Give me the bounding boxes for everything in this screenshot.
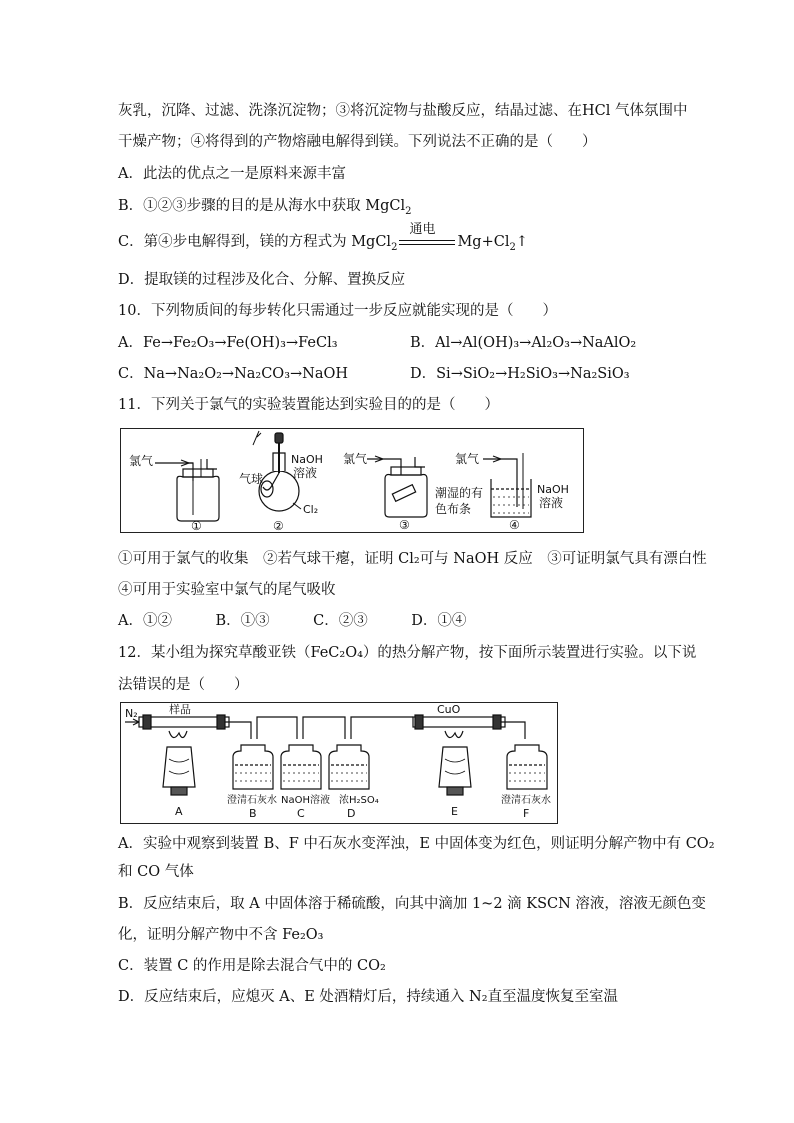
fig4-naoh-label: NaOH <box>537 483 569 496</box>
q9-option-c-sub2: 2 <box>509 241 516 253</box>
fig2-cl2-label: Cl₂ <box>303 503 319 516</box>
label-f-reagent: 澄清石灰水 <box>501 795 551 806</box>
q11-apparatus-figure <box>120 428 584 533</box>
q9-option-b <box>118 196 412 222</box>
sample-label: 样品 <box>169 703 191 716</box>
q12-option-c: C．装置 C 的作用是除去混合气中的 CO₂ <box>118 958 386 974</box>
tube-b-c <box>257 717 297 739</box>
q9-option-c-sub: 2 <box>391 241 398 253</box>
q11-description-1: ①可用于氯气的收集 ②若气球干瘪，证明 Cl₂可与 NaOH 反应 ③可证明氯气具有漂白性 <box>118 551 707 567</box>
fig1-stopper <box>183 469 213 477</box>
fig2-dropper-bulb <box>275 433 283 443</box>
q12-option-a-line2: 和 CO 气体 <box>118 864 194 880</box>
q9-stem-line2: 干燥产物；④将得到的产物熔融电解得到镁。下列说法不正确的是（ ） <box>118 134 597 150</box>
q9-option-b-sub: 2 <box>405 205 412 217</box>
label-b-reagent: 澄清石灰水 <box>227 795 277 806</box>
bottle-d <box>329 745 369 789</box>
q10-option-a: A．Fe→Fe₂O₃→Fe(OH)₃→FeCl₃ <box>118 335 338 351</box>
fig3-wet-label-2: 色布条 <box>435 502 472 516</box>
fig1-bottle <box>177 476 219 521</box>
apparatus-2 <box>239 431 323 532</box>
fig3-bottle <box>385 475 427 518</box>
fig2-balloon-label: 气球 <box>239 472 264 486</box>
fig2-solution-label: 溶液 <box>293 466 318 480</box>
q10-stem: 10．下列物质间的每步转化只需通过一步反应就能实现的是（ ） <box>118 303 557 319</box>
q10-option-b: B．Al→Al(OH)₃→Al₂O₃→NaAlO₂ <box>410 335 637 351</box>
flame-e <box>445 731 463 738</box>
q9-option-a: A．此法的优点之一是原料来源丰富 <box>118 166 346 182</box>
tube-e-stopper-left <box>415 715 423 729</box>
q12-option-a-line1: A．实验中观察到装置 B、F 中石灰水变浑浊，E 中固体变为红色，则证明分解产物中有 CO₂ <box>118 836 715 852</box>
q9-option-c-text: C．第④步电解得到，镁的方程式为 MgCl <box>118 234 392 250</box>
tube-d-e <box>351 717 413 739</box>
q12-apparatus-figure <box>120 702 558 824</box>
fig3-gas-label: 氯气 <box>343 452 368 466</box>
bottle-f <box>507 745 547 789</box>
fig1-number: ① <box>191 519 202 532</box>
fig4-beaker <box>491 479 531 517</box>
q12-stem-line1: 12．某小组为探究草酸亚铁（FeC₂O₄）的热分解产物，按下面所示装置进行实验。以下说 <box>118 645 697 661</box>
q11-apparatus-svg <box>121 429 583 532</box>
tube-a-stopper-right <box>217 715 225 729</box>
cuo-label: CuO <box>437 703 461 716</box>
gas-up-arrow: ↑ <box>515 234 528 250</box>
q12-option-b-line1: B．反应结束后，取 A 中固体溶于稀硫酸，向其中滴加 1~2 滴 KSCN 溶液，溶液无颜色变 <box>118 896 706 912</box>
label-d-reagent: 浓H₂SO₄ <box>339 795 379 806</box>
q9-option-c <box>118 222 528 258</box>
label-b: B <box>249 807 257 820</box>
fig1-gas-label: 氯气 <box>129 454 154 468</box>
q11-description-2: ④可用于实验室中氯气的尾气吸收 <box>118 582 336 598</box>
fig4-solution-label: 溶液 <box>539 496 564 510</box>
fig2-number: ② <box>273 519 284 532</box>
q12-option-d: D．反应结束后，应熄灭 A、E 处酒精灯后，持续通入 N₂直至温度恢复至室温 <box>118 989 619 1005</box>
bottle-c <box>281 745 321 789</box>
label-c: C <box>297 807 305 820</box>
q11-stem: 11．下列关于氯气的实验装置能达到实验目的的是（ ） <box>118 397 499 413</box>
bottle-b <box>233 745 273 789</box>
electrolysis-condition <box>399 222 455 252</box>
fig2-naoh-label: NaOH <box>291 453 323 466</box>
q12-apparatus-svg <box>121 703 557 823</box>
tube-e-stopper-right <box>493 715 501 729</box>
label-f: F <box>523 807 530 820</box>
flame-a <box>169 731 187 738</box>
q10-option-d: D．Si→SiO₂→H₂SiO₃→Na₂SiO₃ <box>410 366 630 382</box>
burner-a-base <box>171 787 187 795</box>
tube-c-d <box>303 717 345 739</box>
fig3-wet-label-1: 潮湿的有 <box>435 486 484 500</box>
electrolysis-double-line <box>399 240 455 245</box>
fig3-stopper <box>391 467 421 475</box>
q9-stem-line1: 灰乳，沉降、过滤、洗涤沉淀物；③将沉淀物与盐酸反应，结晶过滤、在HCl 气体氛围中 <box>118 103 688 119</box>
fig1-outlet-tube <box>207 459 217 469</box>
burner-e-base <box>447 787 463 795</box>
tube-a-stopper-left <box>143 715 151 729</box>
q12-option-b-line2: 化，证明分解产物中不含 Fe₂O₃ <box>118 927 324 943</box>
tube-a <box>139 717 229 727</box>
label-d: D <box>347 807 356 820</box>
fig3-number: ③ <box>399 518 410 532</box>
fig3-cloth <box>392 485 415 502</box>
fig4-tube <box>483 459 517 507</box>
fig4-number: ④ <box>509 518 520 532</box>
q9-option-d: D．提取镁的过程涉及化合、分解、置换反应 <box>118 272 406 288</box>
fig4-gas-label: 氯气 <box>455 452 480 466</box>
burner-a <box>163 747 195 787</box>
electrolysis-label: 通电 <box>409 222 436 237</box>
q9-option-b-text: B．①②③步骤的目的是从海水中获取 MgCl <box>118 198 406 214</box>
burner-e <box>439 747 471 787</box>
label-c-reagent: NaOH溶液 <box>281 795 330 806</box>
n2-label: N₂ <box>125 707 138 720</box>
tube-e <box>413 717 505 727</box>
label-e: E <box>451 805 458 818</box>
fig1-inlet-tube <box>155 463 193 481</box>
q11-options: A．①② B．①③ C．②③ D．①④ <box>118 613 467 629</box>
label-a: A <box>175 805 183 818</box>
fig3-outlet-tube <box>415 457 425 467</box>
q12-stem-line2: 法错误的是（ ） <box>118 677 249 693</box>
apparatus-1 <box>129 453 219 532</box>
q10-option-c: C．Na→Na₂O₂→Na₂CO₃→NaOH <box>118 366 349 382</box>
q9-option-c-product: Mg+Cl <box>457 234 510 250</box>
